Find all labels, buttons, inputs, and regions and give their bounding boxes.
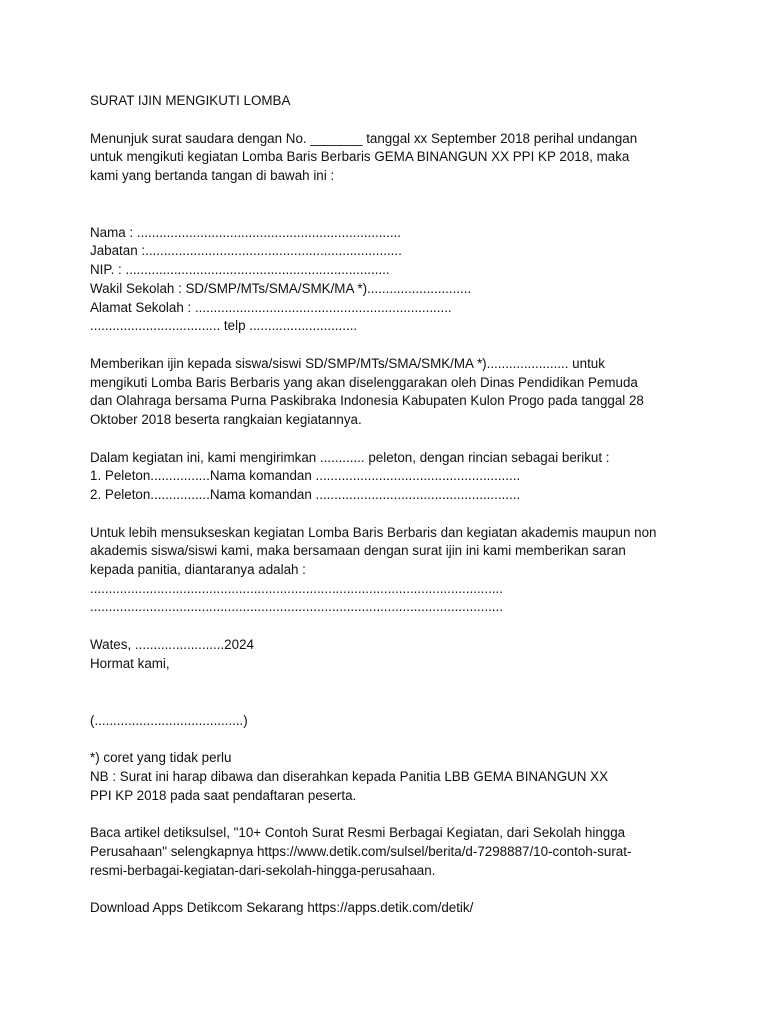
identity-position-line: Jabatan :..................................................................... — [90, 243, 402, 259]
source-line: resmi-berbagai-kegiatan-dari-sekolah-hingga-perusahaan. — [90, 862, 436, 878]
signature-line: (........................................) — [90, 712, 248, 728]
source-paragraph — [90, 824, 690, 880]
regards-line: Hormat kami, — [90, 655, 170, 671]
identity-nip-line: NIP. : ....................................................................... — [90, 262, 390, 278]
permission-line: dan Olahraga bersama Purna Paskibraka Indonesia Kabupaten Kulon Progo pada tanggal 28 — [90, 393, 644, 409]
suggestion-line: kepada panitia, diantaranya adalah : — [90, 562, 306, 578]
suggestion-blank-line: ............................................................................................................... — [90, 599, 503, 615]
notes-block — [90, 749, 690, 805]
intro-line: kami yang bertanda tangan di bawah ini : — [90, 168, 335, 184]
place-date-line: Wates, ........................2024 — [90, 637, 254, 653]
platoon-item-2: 2. Peleton................Nama komandan ....................................................... — [90, 487, 521, 503]
spacer — [90, 880, 690, 899]
intro-line: untuk mengikuti kegiatan Lomba Baris Berbaris GEMA BINANGUN XX PPI KP 2018, maka — [90, 149, 630, 165]
platoon-item-1: 1. Peleton................Nama komandan ....................................................... — [90, 468, 521, 484]
suggestion-line: akademis siswa/siswi kami, maka bersamaan dengan surat ijin ini kami memberikan saran — [90, 543, 626, 559]
intro-line: Menunjuk surat saudara dengan No. _______ tanggal xx September 2018 perihal undangan — [90, 130, 638, 146]
platoon-paragraph — [90, 449, 690, 505]
identity-block — [90, 224, 690, 336]
spacer — [90, 336, 690, 355]
permission-line: Oktober 2018 beserta rangkaian kegiatannya. — [90, 411, 362, 427]
source-line: Baca artikel detiksulsel, "10+ Contoh Surat Resmi Berbagai Kegiatan, dari Sekolah hingga — [90, 825, 626, 841]
spacer — [90, 730, 690, 749]
suggestion-paragraph — [90, 524, 690, 617]
source-line: Perusahaan" selengkapnya https://www.detik.com/sulsel/berita/d-7298887/10-contoh-surat- — [90, 843, 632, 859]
suggestion-line: Untuk lebih mensukseskan kegiatan Lomba Baris Berbaris dan kegiatan akademis maupun non — [90, 524, 657, 540]
spacer — [90, 111, 690, 130]
suggestion-blank-line: ............................................................................................................... — [90, 580, 503, 596]
identity-phone-line: ................................... telp ............................. — [90, 318, 358, 334]
permission-line: Memberikan ijin kepada siswa/siswi SD/SMP/MTs/SMA/SMK/MA *)...................... untuk — [90, 355, 605, 371]
identity-school-rep-line: Wakil Sekolah : SD/SMP/MTs/SMA/SMK/MA *)............................ — [90, 280, 472, 296]
note-line: NB : Surat ini harap dibawa dan diserahkan kepada Panitia LBB GEMA BINANGUN XX — [90, 768, 609, 784]
letter-title: SURAT IJIN MENGIKUTI LOMBA — [90, 93, 291, 108]
identity-school-address-line: Alamat Sekolah : ..................................................................... — [90, 299, 452, 315]
closing-block — [90, 636, 690, 673]
note-line: PPI KP 2018 pada saat pendaftaran peserta. — [90, 787, 357, 803]
download-line: Download Apps Detikcom Sekarang https://apps.detik.com/detik/ — [90, 900, 474, 916]
intro-paragraph — [90, 130, 690, 186]
permission-paragraph — [90, 355, 690, 430]
spacer — [90, 617, 690, 636]
spacer — [90, 505, 690, 524]
spacer — [90, 674, 690, 712]
identity-name-line: Nama : ....................................................................... — [90, 224, 402, 240]
permission-line: mengikuti Lomba Baris Berbaris yang akan diselenggarakan oleh Dinas Pendidikan Pemuda — [90, 374, 638, 390]
spacer — [90, 186, 690, 224]
spacer — [90, 805, 690, 824]
letter-document — [90, 92, 690, 918]
spacer — [90, 430, 690, 449]
platoon-intro-line: Dalam kegiatan ini, kami mengirimkan ............ peleton, dengan rincian sebagai berikut : — [90, 449, 610, 465]
note-line: *) coret yang tidak perlu — [90, 750, 232, 766]
